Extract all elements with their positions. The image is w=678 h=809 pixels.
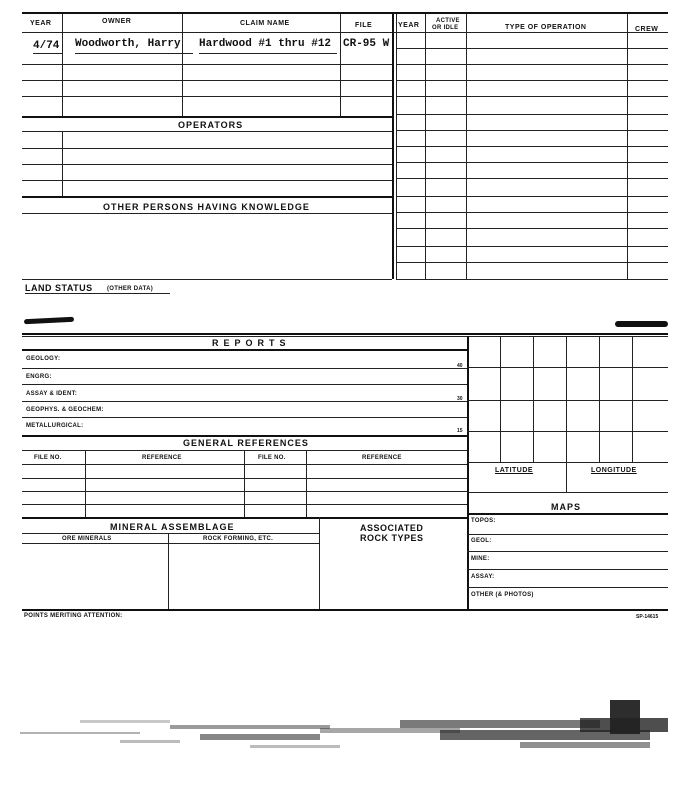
rock-forming-header: ROCK FORMING, ETC. bbox=[203, 536, 274, 542]
ref-header-file-no-1: FILE NO. bbox=[34, 455, 62, 461]
maps-assay: ASSAY: bbox=[471, 574, 495, 580]
points-meriting-attention-label: POINTS MERITING ATTENTION: bbox=[24, 613, 123, 619]
ink-smudge-left bbox=[24, 317, 74, 325]
maps-geol: GEOL: bbox=[471, 538, 492, 544]
operators-title: OPERATORS bbox=[178, 120, 244, 130]
reports-title: REPORTS bbox=[212, 338, 291, 348]
report-engrg: ENGRG: bbox=[26, 374, 52, 380]
header-claim-name: CLAIM NAME bbox=[240, 20, 290, 27]
ref-header-reference-2: REFERENCE bbox=[362, 455, 402, 461]
maps-mine: MINE: bbox=[471, 556, 490, 562]
scan-noise-band bbox=[20, 690, 668, 770]
entry-claim-name: Hardwood #1 thru #12 bbox=[199, 38, 332, 50]
header-or-idle: OR IDLE bbox=[432, 25, 459, 31]
report-geophys: GEOPHYS. & GEOCHEM: bbox=[26, 407, 104, 413]
land-status-sub: (OTHER DATA) bbox=[107, 286, 154, 292]
form-number: SP-14615 bbox=[636, 614, 659, 620]
entry-year: 4/74 bbox=[33, 40, 60, 52]
header-type-of-operation: TYPE OF OPERATION bbox=[505, 24, 587, 31]
underline-claim bbox=[199, 53, 337, 54]
underline-year bbox=[33, 53, 63, 54]
ref-header-reference-1: REFERENCE bbox=[142, 455, 182, 461]
report-geology: GEOLOGY: bbox=[26, 356, 61, 362]
report-metallurgical: METALLURGICAL: bbox=[26, 423, 84, 429]
associated-rock-types-line1: ASSOCIATED bbox=[360, 523, 424, 533]
mineral-assemblage-title: MINERAL ASSEMBLAGE bbox=[110, 522, 235, 532]
report-assay-num: 30 bbox=[457, 396, 463, 402]
header-year: YEAR bbox=[30, 20, 52, 27]
longitude-label: LONGITUDE bbox=[591, 467, 637, 474]
ref-header-file-no-2: FILE NO. bbox=[258, 455, 286, 461]
header-divider bbox=[22, 32, 668, 33]
header-owner: OWNER bbox=[102, 18, 132, 25]
latitude-label: LATITUDE bbox=[495, 467, 534, 474]
underline-owner bbox=[75, 53, 193, 54]
header-active: ACTIVE bbox=[436, 18, 460, 24]
entry-owner: Woodworth, Harry bbox=[75, 38, 181, 50]
other-persons-title: OTHER PERSONS HAVING KNOWLEDGE bbox=[103, 202, 310, 212]
header-file: FILE bbox=[355, 22, 373, 29]
ink-smudge-right bbox=[615, 321, 668, 327]
header-year-2: YEAR bbox=[398, 22, 420, 29]
report-geology-num: 40 bbox=[457, 363, 463, 369]
maps-title: MAPS bbox=[551, 502, 582, 512]
report-assay: ASSAY & IDENT: bbox=[26, 391, 78, 397]
land-status-label: LAND STATUS bbox=[25, 283, 93, 293]
ore-minerals-header: ORE MINERALS bbox=[62, 536, 112, 542]
maps-other-photos: OTHER (& PHOTOS) bbox=[471, 592, 534, 598]
header-crew: CREW bbox=[635, 26, 659, 33]
entry-file: CR-95 W bbox=[343, 38, 390, 50]
maps-topos: TOPOS: bbox=[471, 518, 496, 524]
top-border bbox=[22, 12, 668, 14]
report-metallurgical-num: 15 bbox=[457, 428, 463, 434]
general-references-title: GENERAL REFERENCES bbox=[183, 438, 309, 448]
associated-rock-types-line2: ROCK TYPES bbox=[360, 533, 424, 543]
